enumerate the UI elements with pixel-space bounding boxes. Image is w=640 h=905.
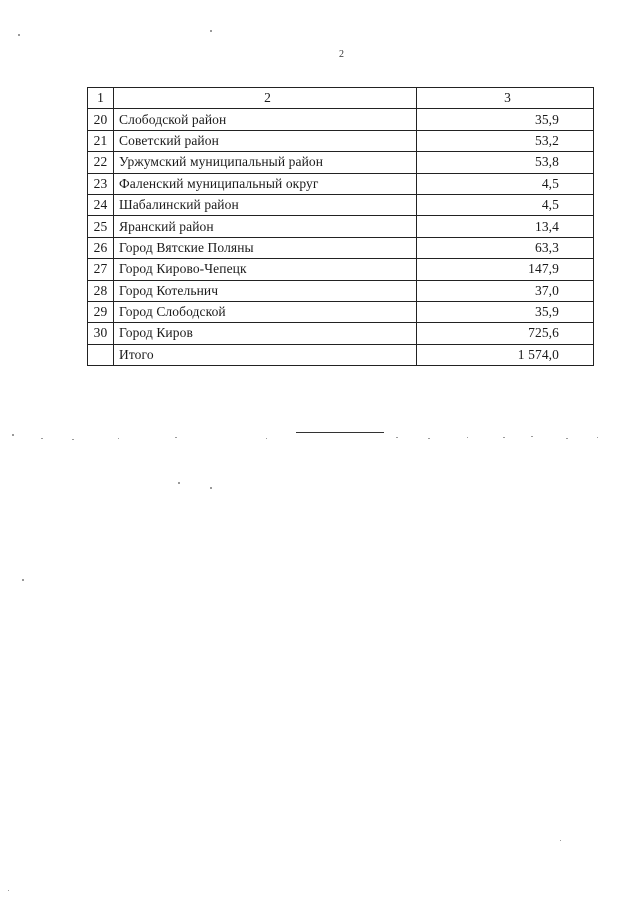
table-row: [88, 130, 594, 151]
table-total-row: [88, 344, 594, 365]
row-name: Город Кирово-Чепецк: [114, 259, 417, 280]
table-row: [88, 259, 594, 280]
row-name: Город Слободской: [114, 301, 417, 322]
row-value: 53,2: [417, 130, 594, 151]
total-label: Итого: [114, 344, 417, 365]
row-number: 24: [88, 194, 114, 215]
row-value: 35,9: [417, 109, 594, 130]
header-col-1: 1: [88, 88, 114, 109]
separator-line: [296, 432, 384, 433]
row-number: 22: [88, 152, 114, 173]
table-row: [88, 173, 594, 194]
table-row: [88, 216, 594, 237]
page-number: 2: [339, 49, 344, 60]
row-number: 25: [88, 216, 114, 237]
data-table: [87, 87, 594, 366]
row-name: Шабалинский район: [114, 194, 417, 215]
total-number: [88, 344, 114, 365]
row-name: Яранский район: [114, 216, 417, 237]
row-value: 4,5: [417, 194, 594, 215]
table-row: [88, 109, 594, 130]
table-header-row: [88, 88, 594, 109]
row-number: 29: [88, 301, 114, 322]
table-row: [88, 301, 594, 322]
row-name: Город Вятские Поляны: [114, 237, 417, 258]
row-name: Советский район: [114, 130, 417, 151]
row-value: 35,9: [417, 301, 594, 322]
row-number: 20: [88, 109, 114, 130]
row-number: 21: [88, 130, 114, 151]
total-value: 1 574,0: [417, 344, 594, 365]
header-col-3: 3: [417, 88, 594, 109]
row-name: Слободской район: [114, 109, 417, 130]
row-name: Фаленский муниципальный округ: [114, 173, 417, 194]
header-col-2: 2: [114, 88, 417, 109]
row-value: 53,8: [417, 152, 594, 173]
row-number: 28: [88, 280, 114, 301]
row-number: 30: [88, 323, 114, 344]
table-row: [88, 237, 594, 258]
table-row: [88, 152, 594, 173]
row-number: 23: [88, 173, 114, 194]
row-name: Город Котельнич: [114, 280, 417, 301]
row-value: 13,4: [417, 216, 594, 237]
row-number: 27: [88, 259, 114, 280]
row-value: 4,5: [417, 173, 594, 194]
table-row: [88, 194, 594, 215]
row-value: 725,6: [417, 323, 594, 344]
table-row: [88, 280, 594, 301]
table-row: [88, 323, 594, 344]
row-name: Уржумский муниципальный район: [114, 152, 417, 173]
row-number: 26: [88, 237, 114, 258]
row-value: 147,9: [417, 259, 594, 280]
row-name: Город Киров: [114, 323, 417, 344]
row-value: 37,0: [417, 280, 594, 301]
row-value: 63,3: [417, 237, 594, 258]
